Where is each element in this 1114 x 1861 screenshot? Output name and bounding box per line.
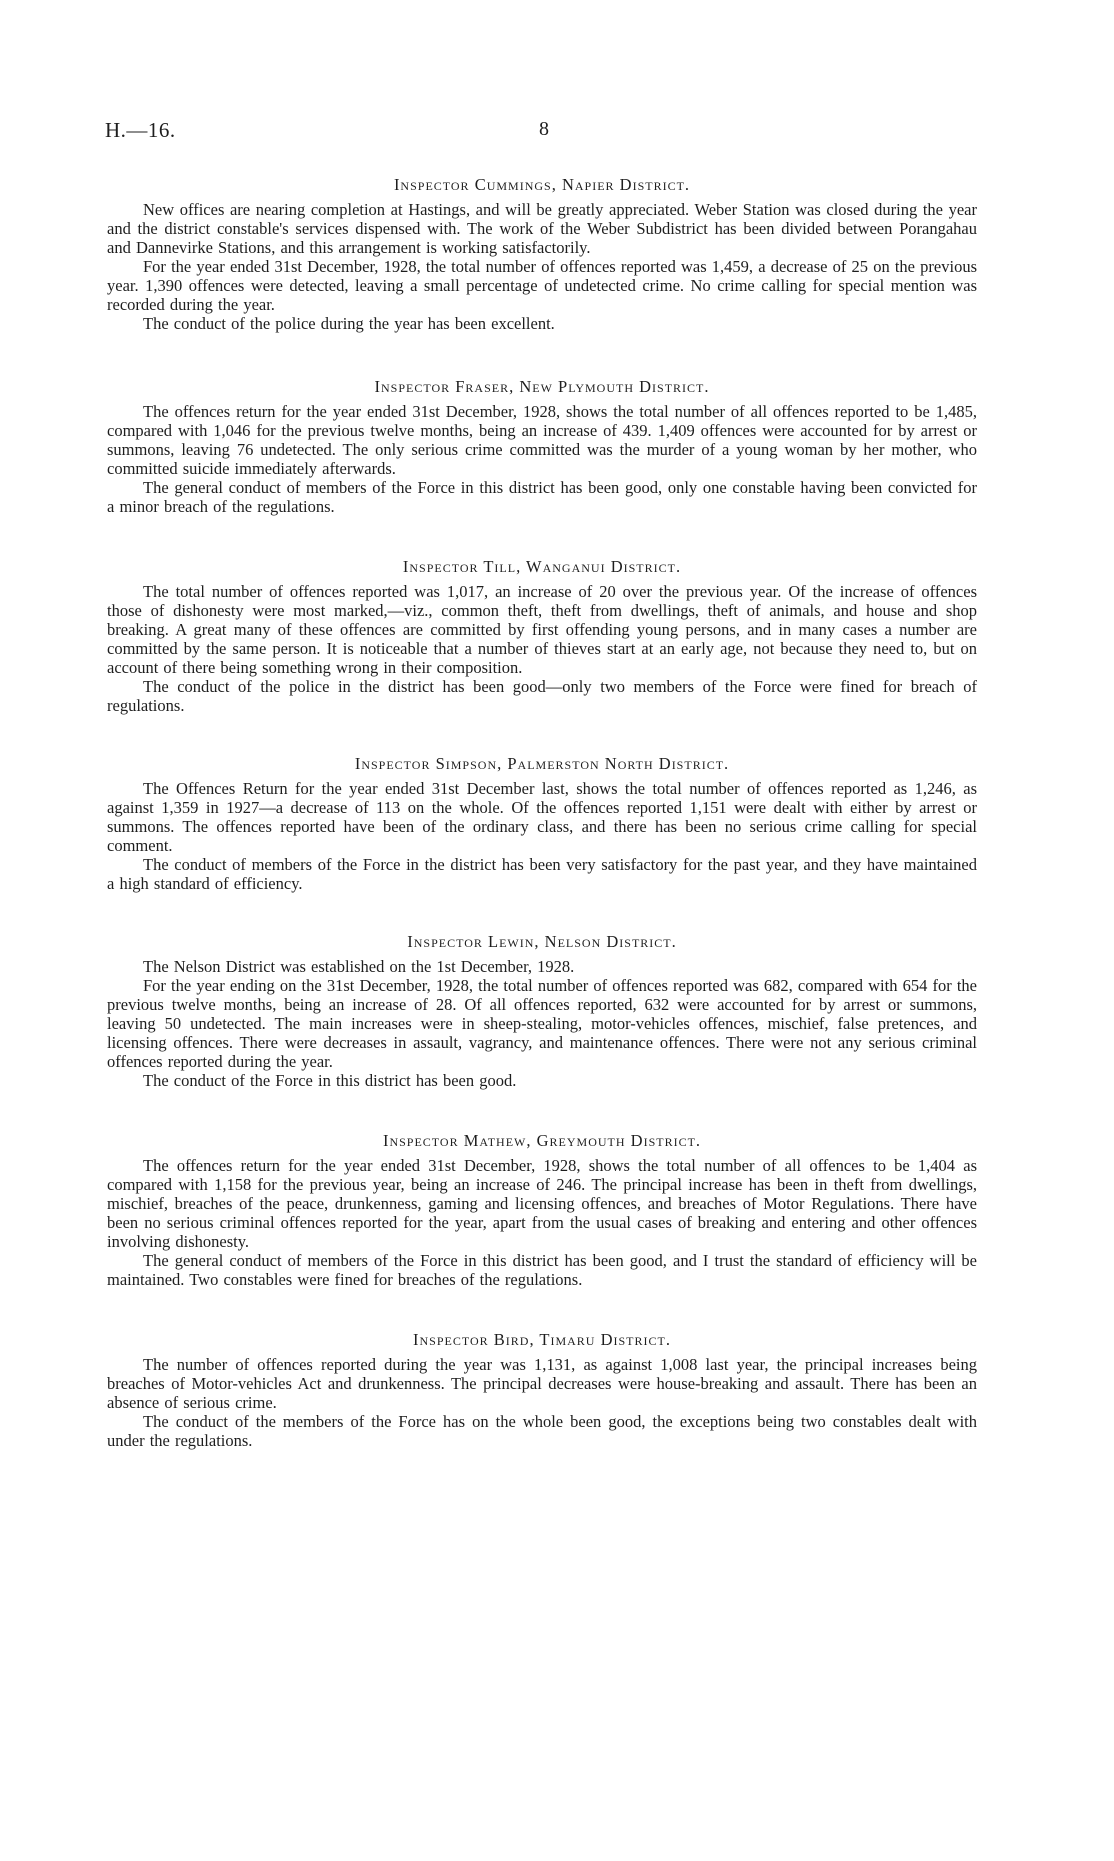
section-new-plymouth xyxy=(107,376,977,516)
section-timaru xyxy=(107,1329,977,1450)
section-greymouth xyxy=(107,1130,977,1289)
paragraph: For the year ended 31st December, 1928, the total number of offences reported was 1,459, a decrease of 25 on the previous year. 1,390 offences were detected, leaving a small percentage of undetected crime. No crime calling for special mention was recorded during the year. xyxy=(107,257,977,314)
paragraph: The total number of offences reported was 1,017, an increase of 20 over the previous year. Of the increase of offences those of dishonesty were most marked,—viz., common theft, theft from dwellings, theft of animals, and house and shop breaking. A great many of these offences are committed by first offending young persons, and in many cases a number are committed by the same person. It is noticeable that a number of thieves start at an early age, not because they need to, but on account of there being something wrong in their composition. xyxy=(107,582,977,677)
paragraph: The offences return for the year ended 31st December, 1928, shows the total number of all offences reported to be 1,485, compared with 1,046 for the previous twelve months, being an increase of 439. 1,409 offences were accounted for by arrest or summons, leaving 76 undetected. The only serious crime committed was the murder of a young woman by her mother, who committed suicide immediately afterwards. xyxy=(107,402,977,478)
paragraph: The conduct of the police during the year has been excellent. xyxy=(143,314,555,333)
page-number: 8 xyxy=(539,118,549,140)
report-body xyxy=(107,174,977,1450)
section-napier xyxy=(107,174,977,333)
paragraph: The conduct of members of the Force in the district has been very satisfactory for the past year, and they have maintained a high standard of efficiency. xyxy=(107,855,977,893)
section-title: Inspector Simpson, Palmerston North District. xyxy=(354,754,730,773)
section-title: Inspector Fraser, New Plymouth District. xyxy=(374,377,710,396)
paragraph: The number of offences reported during the year was 1,131, as against 1,008 last year, the principal increases being breaches of Motor-vehicles Act and drunkenness. The principal decreases were house-breaking and assault. There has been an absence of serious crime. xyxy=(107,1355,977,1412)
paragraph: The conduct of the members of the Force has on the whole been good, the exceptions being two constables dealt with under the regulations. xyxy=(107,1412,977,1450)
paragraph: The conduct of the Force in this district has been good. xyxy=(143,1071,517,1090)
document-code: H.—16. xyxy=(105,118,176,142)
section-title: Inspector Cummings, Napier District. xyxy=(393,175,691,194)
paragraph: The Offences Return for the year ended 31st December last, shows the total number of offences reported as 1,246, as against 1,359 in 1927—a decrease of 113 on the whole. Of the offences reported 1,151 were dealt with either by arrest or summons. The offences reported have been of the ordinary class, and there has been no serious crime calling for special comment. xyxy=(107,779,977,855)
paragraph: New offices are nearing completion at Hastings, and will be greatly appreciated. Weber Station was closed during the year and the district constable's services dispensed with. The work of the Weber Subdistrict has been divided between Porangahau and Dannevirke Stations, and this arrangement is working satisfactorily. xyxy=(107,200,977,257)
page-header xyxy=(105,118,977,148)
section-nelson xyxy=(107,931,977,1090)
paragraph: The general conduct of members of the Force in this district has been good, only one constable having been convicted for a minor breach of the regulations. xyxy=(107,478,977,516)
section-palmerston-north xyxy=(107,753,977,893)
section-title: Inspector Till, Wanganui District. xyxy=(402,557,682,576)
section-wanganui xyxy=(107,556,977,715)
paragraph: The general conduct of members of the Force in this district has been good, and I trust the standard of efficiency will be maintained. Two constables were fined for breaches of the regulations. xyxy=(107,1251,977,1289)
paragraph: The conduct of the police in the district has been good—only two members of the Force were fined for breach of regulations. xyxy=(107,677,977,715)
paragraph: The offences return for the year ended 31st December, 1928, shows the total number of all offences to be 1,404 as compared with 1,158 for the previous year, being an increase of 246. The principal increase has been in theft from dwellings, mischief, breaches of the peace, drunkenness, gaming and licensing offences, and breaches of Motor Regulations. There have been no serious criminal offences reported for the year, apart from the usual cases of breaking and entering and other offences involving dishonesty. xyxy=(107,1156,977,1251)
paragraph: The Nelson District was established on the 1st December, 1928. xyxy=(143,957,575,976)
paragraph: For the year ending on the 31st December, 1928, the total number of offences reported was 682, compared with 654 for the previous twelve months, being an increase of 28. Of all offences reported, 632 were accounted for by arrest or summons, leaving 50 undetected. The main increases were in sheep-stealing, motor-vehicles offences, mischief, false pretences, and licensing offences. There were decreases in assault, vagrancy, and maintenance offences. There were not any serious criminal offences reported during the year. xyxy=(107,976,977,1071)
section-title: Inspector Mathew, Greymouth District. xyxy=(382,1131,702,1150)
section-title: Inspector Bird, Timaru District. xyxy=(413,1330,671,1349)
section-title: Inspector Lewin, Nelson District. xyxy=(407,932,677,951)
